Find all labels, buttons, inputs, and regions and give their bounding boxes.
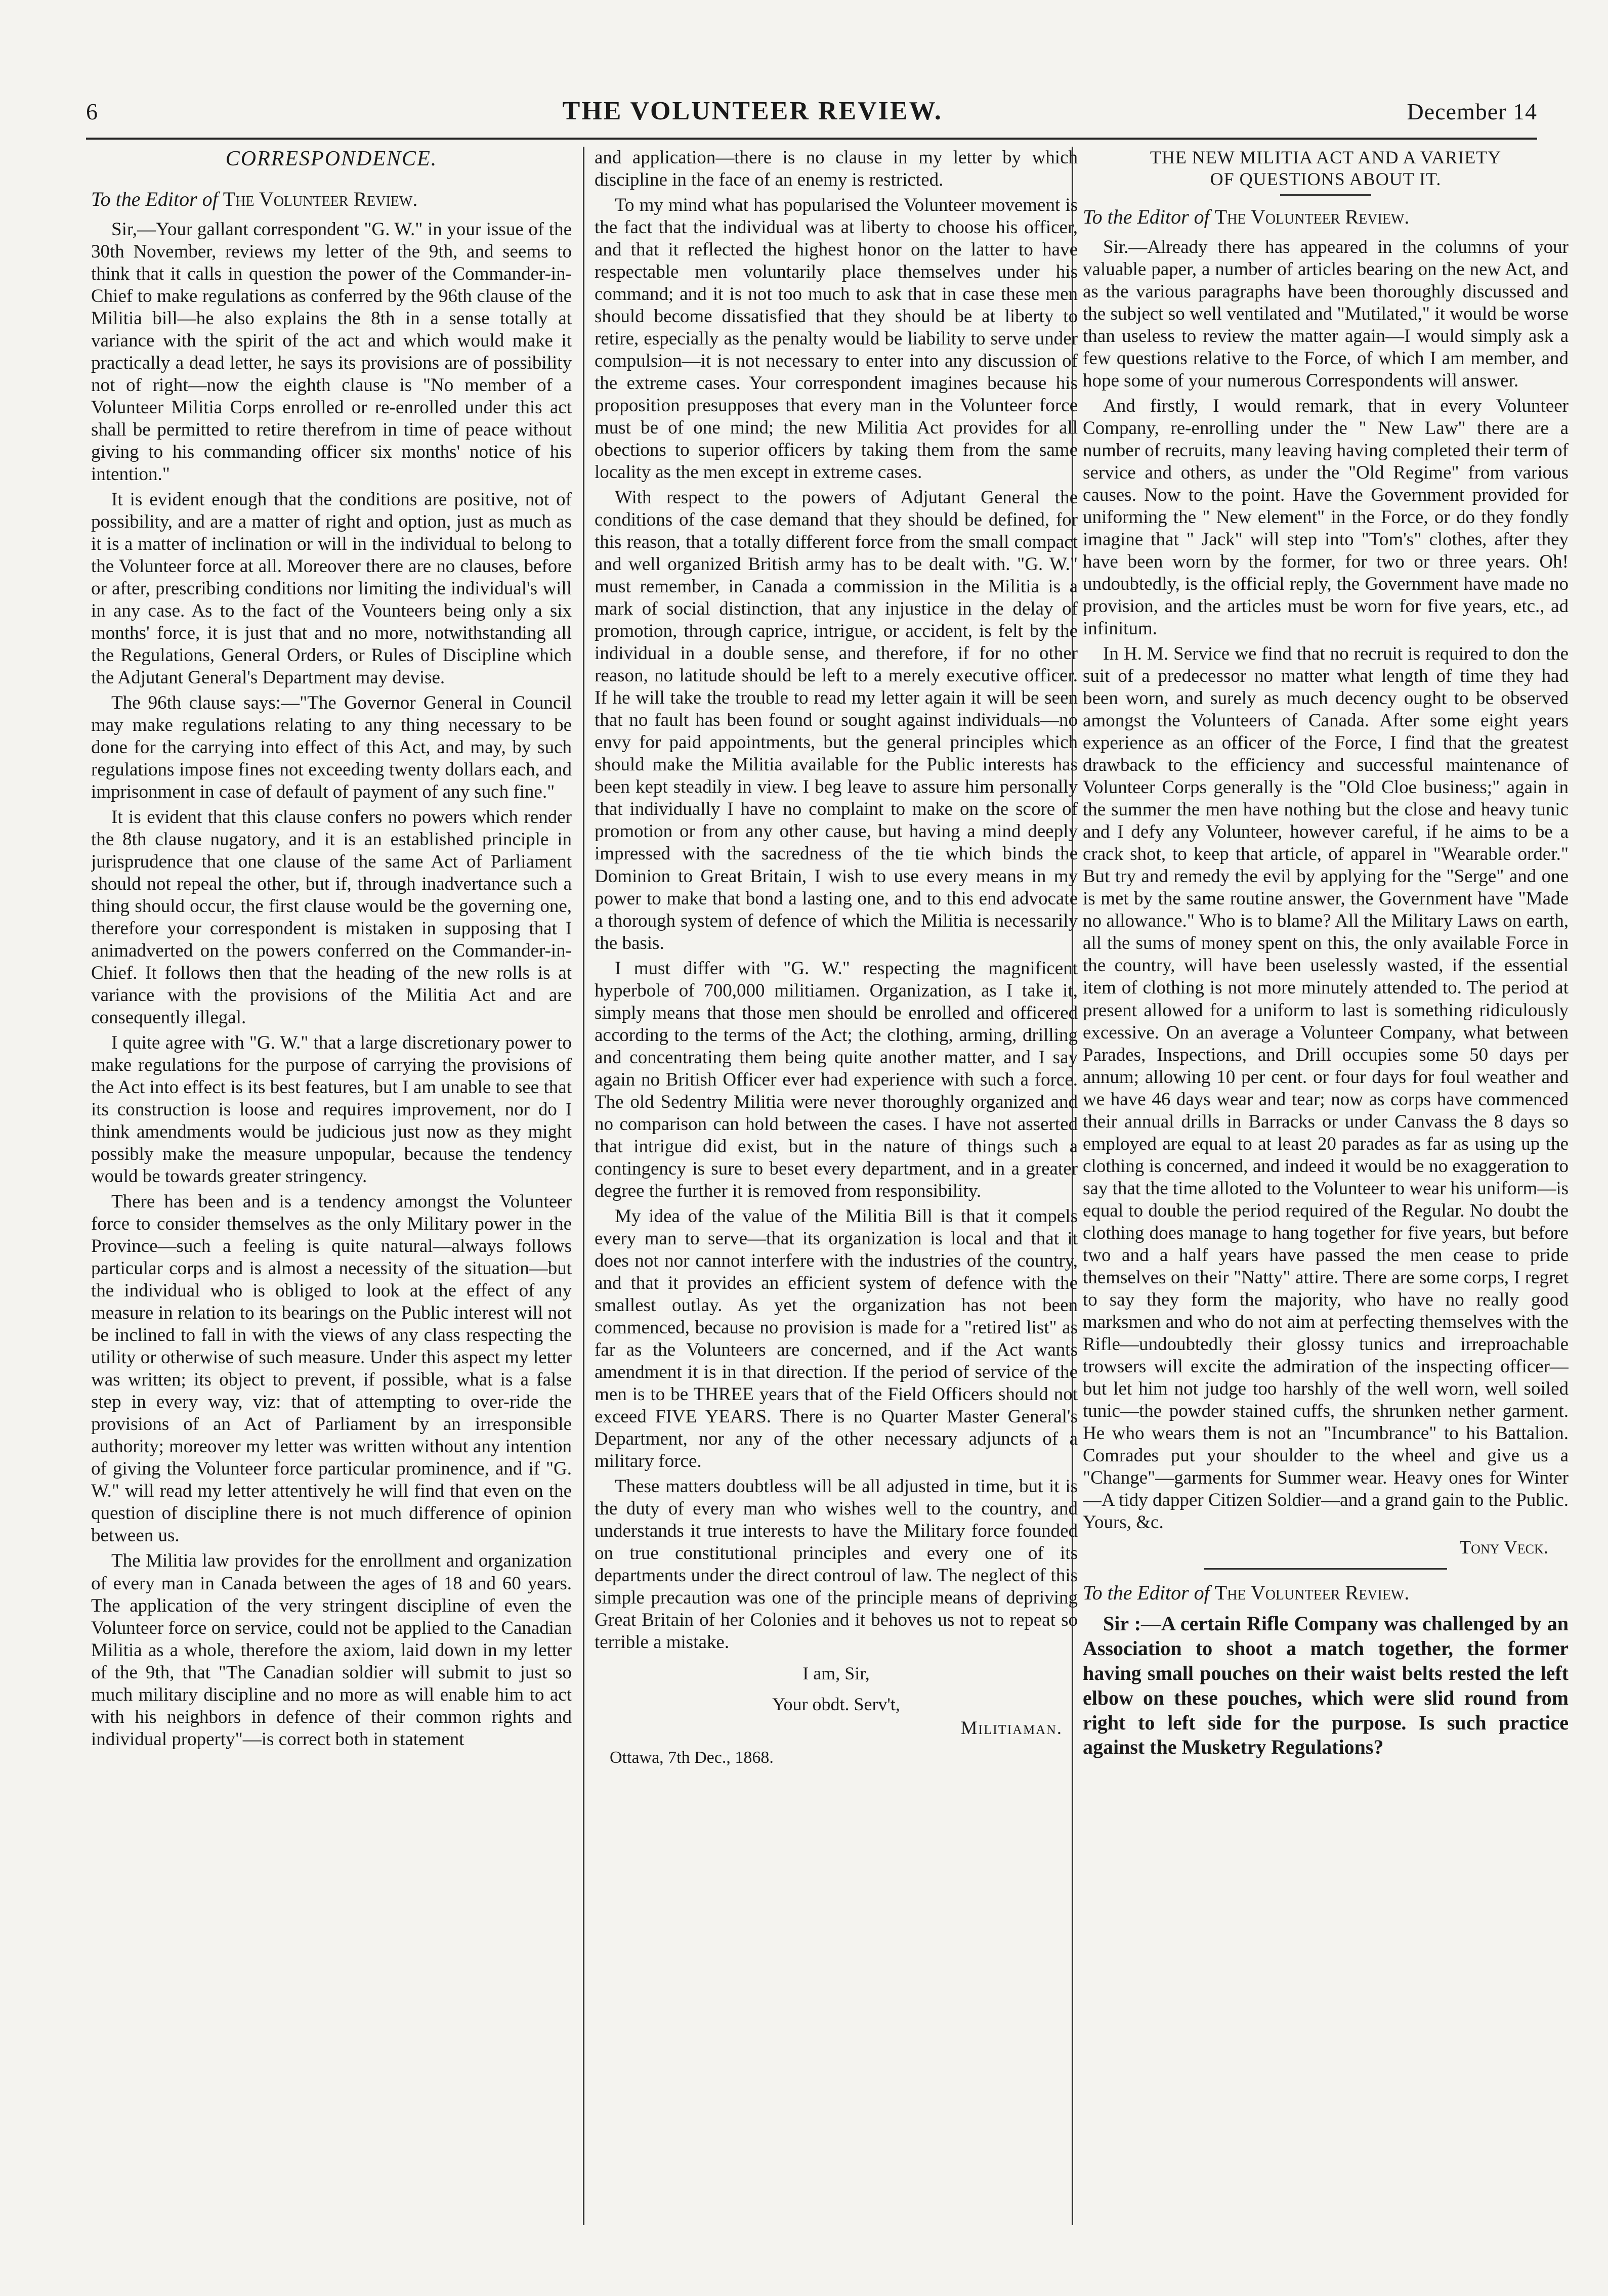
letter-paragraph: There has been and is a tendency amongst the Volunteer force to consider themselves as the only Military power in the Province—such a feeling is quite natural—always follows particular corps and is almost a necessity of the situation—but the individual who is obliged to look at the effect of any measure in relation to its bearings on the Public interest will not be inclined to fall in with the views of any class respecting the utility or otherwise of such measure. Under this aspect my letter was written; its object to prevent, if possible, what is a false step in every way, viz: that of attempting to over-ride the provisions of an Act of Parliament by an irresponsible authority; moreover my letter was written without any intention of giving the Volunteer force particular prominence, and if "G. W." will read my letter attentively he will find that even on the question of discipline there is not much difference of opinion between us. [91, 1191, 572, 1546]
letter-paragraph: And firstly, I would remark, that in every Volunteer Company, re-enrolling under the " New Law" there are a number of recruits, many leaving having completed their term of service and others, as under the "Old Regime" from various causes. Now to the point. Have the Government provided for uniforming the " New element" in the Force, or do they fondly imagine that " Jack" will step into "Tom's" clothes, after they have been worn by the former, for two or three years. Oh! undoubtedly, is the official reply, the Government have made no provision, and the articles must be worn for five years, etc., ad infinitum. [1083, 396, 1569, 639]
article-heading-line-1: THE NEW MILITIA ACT AND A VARIETY [1150, 147, 1502, 167]
letter-paragraph: The 96th clause says:—"The Governor General in Council may make regulations relating to any thing necessary to be done for the carrying into effect of this Act, and may, by such regulations impose fines not exceeding twenty dollars each, and imprisonment in case of default of payment of any such fine." [91, 692, 572, 802]
masthead [86, 96, 1537, 132]
letter-closing-servant: Your obdt. Serv't, [772, 1694, 900, 1714]
letter-paragraph-final: Sir :—A certain Rifle Company was challenged by an Association to shoot a match together, the former having small pouches on their waist belts rested the left elbow on these pouches, which were slid round from right to left side for the purpose. Is such practice against the Musketry Regulations? [1083, 1612, 1569, 1759]
letter-signoff: Tony Veck. [1459, 1537, 1548, 1558]
column-3 [1083, 147, 1569, 2235]
letter-paragraph: The Militia law provides for the enrollment and organization of every man in Canada between the ages of 18 and 60 years. The application of the very stringent discipline of even the Volunteer force on service, could not be applied to the Canadian Militia as a whole, therefore the axiom, laid down in my letter of the 9th, that "The Canadian soldier will submit to just so much military discipline and no more as will enable him to act with his neighbors in defence of their common rights and individual property"—is correct both in statement [91, 1550, 572, 1750]
editor-paper-name: The Volunteer Review. [1214, 205, 1410, 229]
letter-paragraph: It is evident enough that the conditions are positive, not of possibility, and are a matter of right and option, just as much as it is a matter of inclination or will in the individual to belong to the Volunteer force at all. Moreover there are no clauses, before or after, prescribing conditions nor limiting the individual's will in any case. As to the fact of the Vounteers being only a six months' force, it is just that and no more, notwithstanding all the Regulations, General Orders, or Rules of Discipline which the Adjutant General's Department may devise. [91, 489, 572, 688]
masthead-rule [86, 138, 1537, 140]
letter-dateline: Ottawa, 7th Dec., 1868. [610, 1748, 774, 1767]
editor-prefix: To the Editor of [1083, 205, 1210, 229]
letter-paragraph: To my mind what has popularised the Volunteer movement is the fact that the individual was at liberty to choose his officer, and that it reflected the highest honor on the latter to have respectable men voluntarily place themselves under his command; and it is not too much to ask that in case these men should become dissatisfied that they should be at liberty to retire, especially as the penalty would be liability to serve under compulsion—it is not necessary to enter into any discussion of the extreme cases. Your correspondent imagines because his proposition presupposes that every man in the Volunteer force must be of one mind; the new Militia Act provides for all obections to superior officers by taking them from the same locality as the men except in extreme cases. [595, 195, 1078, 483]
letter-paragraph: It is evident that this clause confers no powers which render the 8th clause nugatory, and it is an established principle in jurisprudence that one clause of the same Act of Parliament should not repeal the other, but if, through inadvertance such a thing should occur, the first clause would be the governing one, therefore your correspondent is mistaken in supposing that I animadverted on the powers conferred on the Commander-in-Chief. It follows then that the heading of the new rolls is at variance with the provisions of the Militia Act and are consequently illegal. [91, 806, 572, 1028]
column-2 [595, 147, 1078, 2235]
letter-paragraph: These matters doubtless will be all adjusted in time, but it is the duty of every man who wishes well to the country, and understands it true interests to have the Military force founded on true constitutional principles and every one of its departments under the direct controul of law. The neglect of this simple precaution was one of the principle means of depriving Great Britain of her Colonies and it behoves us not to repeat so terrible a mistake. [595, 1476, 1078, 1653]
section-rule [1204, 1568, 1447, 1570]
heading-rule [1280, 194, 1371, 196]
letter-paragraph: I must differ with "G. W." respecting the magnificent hyperbole of 700,000 militiamen. Organization, as I take it, simply means that those men should be enrolled and officered according to the terms of the Act; the clothing, arming, drilling and concentrating them being quite another matter, and I say again no British Officer ever had experience with such a force. The old Sedentry Militia were never thoroughly organized and no comparison can hold between the cases. I have not asserted that intrigue did exist, but in the nature of things such a contingency is sure to beset every department, and in a greater degree the further it is removed from responsibility. [595, 958, 1078, 1201]
editor-prefix: To the Editor of [1083, 1581, 1210, 1604]
column-1 [91, 147, 572, 2235]
letter-paragraph: Sir.—Already there has appeared in the columns of your valuable paper, a number of articles bearing on the new Act, and as the various paragraphs have been thoroughly discussed and the subject so well ventilated and "Mutilated," it would be worse than useless to review the matter again—I would simply ask a few questions relative to the Force, of which I am member, and hope some of your numerous Correspondents will answer. [1083, 236, 1569, 392]
newspaper-title: THE VOLUNTEER REVIEW. [562, 97, 943, 125]
issue-date: December 14 [1407, 99, 1537, 124]
letter-paragraph: and application—there is no clause in my letter by which discipline in the face of an enemy is restricted. [595, 147, 1078, 191]
editor-paper-name: The Volunteer Review. [1214, 1581, 1410, 1604]
page-number: 6 [86, 99, 98, 124]
letter-signature: Militiaman. [960, 1717, 1063, 1739]
editor-prefix: To the Editor of [91, 187, 218, 210]
letter-paragraph: My idea of the value of the Militia Bill is that it compels every man to serve—that its organization is local and that it does not nor cannot interfere with the industries of the country, and that it provides an efficient system of defence with the smallest outlay. As yet the organization has not been commenced, because no provision is made for a "retired list" as far as the Volunteers are concerned, and if the Act wants amendment it is in that direction. If the period of service of the men is to be THREE years that of the Field Officers should not exceed FIVE YEARS. There is no Quarter Master General's Department, nor any of the other necessary adjuncts of a military force. [595, 1205, 1078, 1471]
article-heading-line-2: OF QUESTIONS ABOUT IT. [1210, 169, 1442, 190]
letter-paragraph: I quite agree with "G. W." that a large discretionary power to make regulations for the purpose of carrying the provisions of the Act into effect is its best features, but I am unable to see that its construction is loose and requires improvement, nor do I think amendments would be judicious just now as they might possibly make the measure unpopular, because the tendency would be towards greater stringency. [91, 1032, 572, 1187]
letter-paragraph: With respect to the powers of Adjutant General the conditions of the case demand that they should be defined, for this reason, that a totally different force from the small compact and well organized British army has to be dealt with. "G. W." must remember, in Canada a commission in the Militia is a mark of social distinction, that any injustice in the delay of promotion, through caprice, intrigue, or accident, is felt by the individual in a double sense, and therefore, if for no other reason, no latitude should be left to a merely executive officer. If he will take the trouble to read my letter again it will be seen that no fault has been found or sought against individuals—no envy for paid appointments, but the general principles which should make the Militia available for the Public interests has been kept steadily in view. I beg leave to assure him personally that individually I have no complaint to make on the score of promotion or from any other cause, but having a mind deeply impressed with the sacredness of the tie which binds the Dominion to Great Britain, I wish to use every means in my power to make that bond a lasting one, and to this end advocate a thorough system of defence of which the Militia is necessarily the basis. [595, 487, 1078, 954]
letter-closing: I am, Sir, [802, 1663, 870, 1684]
editor-paper-name: The Volunteer Review. [223, 187, 418, 210]
editor-salutation [1083, 205, 1569, 229]
editor-salutation [91, 187, 572, 211]
column-divider-1 [583, 147, 584, 2225]
letter-paragraph: In H. M. Service we find that no recruit is required to don the suit of a predecessor no matter what length of time they had been worn, and surely as much decency ought to be observed amongst the Volunteers of Canada. After some eight years experience as an officer of the Force, I find that the greatest drawback to the efficiency and successful maintenance of Volunteer Corps generally is the "Old Cloe business;" again in the summer the men have nothing but the close and heavy tunic and I defy any Volunteer, however careful, if he aims to be a crack shot, to keep that article, of apparel in "Wearable order." But try and remedy the evil by applying for the "Serge" and one is met by the same routine answer, the Government have "Made no allowance." Who is to blame? All the Military Laws on earth, all the sums of money spent on this, the only available Force in the country, will have been uselessly wasted, if the essential item of clothing is not more minutely attended to. The period at present allowed for a uniform to last is something ridiculously excessive. On an average a Volunteer Company, what between Parades, Inspections, and Drill occupies some 50 days per annum; allowing 10 per cent. or four days for foul weather and we have 46 days wear and tear; now as corps have commenced their annual drills in Barracks or under Canvass the 8 days so employed are equal to at least 20 parades as far as using up the clothing is concerned, and indeed it would be no exaggeration to say that the time alloted to the Volunteer to wear his uniform—is equal to double the period required of the Regular. No doubt the clothing does manage to hang together for five years, but before two and a half years have passed the men cease to pride themselves on their "Natty" attire. There are some corps, I regret to say they form the majority, who have no really good marksmen and who do not aim at perfecting themselves with the Rifle—undoubtedly their glossy tunics and irreproachable trowsers will excite the admiration of the inspecting officer—but let him not judge too harshly of the well worn, well soiled tunic—the powder stained cuffs, the shrunken nether garment. He who wears them is not an "Incumbrance" to his Battalion. Comrades put your shoulder to the wheel and give us a "Change"—garments for Summer wear. Heavy ones for Winter—A tidy dapper Citizen Soldier—and a grand gain to the Public. Yours, &c. [1083, 643, 1569, 1533]
editor-salutation-2 [1083, 1581, 1569, 1605]
correspondence-heading: CORRESPONDENCE. [225, 147, 438, 170]
letter-paragraph: Sir,—Your gallant correspondent "G. W." in your issue of the 30th November, reviews my letter of the 9th, and seems to think that it calls in question the power of the Commander-in-Chief to make regulations as conferred by the 96th clause of the Militia bill—he also explains the 8th in a sense totally at variance with the spirit of the act and which would make it practically a dead letter, he says its provisions are of possibility not of right—now the eighth clause is "No member of a Volunteer Militia Corps enrolled or re-enrolled under this act shall be permitted to retire therefrom in time of peace without giving to his commanding officer six months' notice of his intention." [91, 219, 572, 485]
